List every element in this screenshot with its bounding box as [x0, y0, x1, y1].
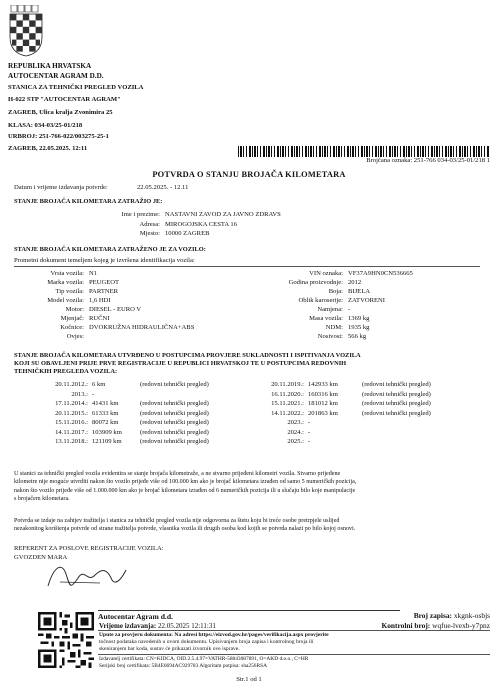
ndm-label: NDM:: [325, 324, 343, 331]
odo-km: 160316 km: [308, 390, 338, 398]
payload-label: Nosivost:: [317, 333, 343, 340]
footer-control-number: [250, 622, 490, 630]
odo-km: 142933 km: [308, 381, 338, 388]
footer-certificate: [99, 656, 308, 669]
footer-doc-number: [250, 612, 490, 620]
vehicle-gearbox: RUČNI: [89, 315, 110, 322]
qr-code-icon: [38, 612, 94, 668]
header-station: STANICA ZA TEHNIČKI PREGLED VOZILA: [8, 84, 144, 91]
odo-km: -: [308, 419, 311, 426]
purpose-label: Namjena:: [317, 306, 343, 313]
footer-verify-line: točnost podataka navedenih u ovom dokumentu. Upisivanjem broja zapisa i kontrolnog broja ili: [99, 639, 314, 645]
vin-label: VIN oznaka:: [309, 270, 343, 277]
odo-note: (redovni tehnički pregled): [140, 381, 209, 388]
vehicle-engine-label: Motor:: [65, 306, 84, 313]
odo-note: (redovni tehnički pregled): [140, 428, 209, 436]
vehicle-model: 1,6 HDI: [89, 297, 111, 304]
year-value: 2012: [348, 279, 362, 286]
odo-note: (redovni tehnički pregled): [140, 419, 209, 426]
odo-km: 201863 km: [308, 409, 338, 417]
vehicle-type: N1: [89, 270, 98, 277]
odometer-heading-3: TEHNIČKIH PREGLEDA VOZILA:: [14, 368, 118, 375]
requester-name: NASTAVNI ZAVOD ZA JAVNO ZDRAVS: [165, 211, 281, 218]
body-value: ZATVORENI: [348, 297, 385, 304]
vehicle-model-type-label: Tip vozila:: [55, 288, 84, 295]
odo-km: -: [92, 390, 95, 398]
year-label: Godina proizvodnje:: [288, 279, 343, 286]
footer-issued-value: 22.05.2025 12:11:31: [157, 622, 216, 630]
document-barcode: [238, 146, 490, 157]
vehicle-model-type: PARTNER: [89, 288, 119, 295]
notice-line: nakon što vozilo prijeđe više od 1.000.000 km ako je brojač kilometara izrađen od 6 numeričkih pozicija ili u slučaju bilo koje manipulacije: [14, 487, 356, 494]
odo-date: 20.11.2012.:: [55, 381, 88, 388]
odo-date: 13.11.2018.:: [55, 438, 88, 445]
odo-km: 121109 km: [92, 438, 122, 445]
odometer-heading-2: KOJI SU OBAVLJENI PRIJE PRVE REGISTRACIJE U REPUBLICI HRVATSKOJ TE U POSTUPCIMA REDOVNIH: [14, 360, 347, 367]
footer-company: Autocentar Agram d.d.: [98, 612, 173, 621]
requester-name-label: Ime i prezime:: [121, 211, 160, 218]
odo-date: 2024.:: [287, 428, 304, 436]
notice-paragraph-2: [14, 517, 355, 534]
signature-icon: [40, 556, 130, 594]
ndm-value: 1935 kg: [348, 324, 370, 331]
footer-doc-label: Broj zapisa:: [413, 611, 452, 620]
odo-date: 2023.:: [287, 419, 304, 426]
header-republic: REPUBLIKA HRVATSKA: [8, 62, 92, 70]
footer-divider: [98, 610, 400, 611]
issued-value: 22.05.2025. - 12.11: [137, 184, 189, 191]
footer-issued: [99, 622, 216, 630]
odo-note: (redovni tehnički pregled): [140, 400, 209, 407]
odo-date: 2025.:: [287, 438, 304, 445]
document-title: POTVRDA O STANJU BROJAČA KILOMETARA: [152, 170, 346, 179]
footer-cert-line: Izdavatelj certifikata: CN=KIDCA, OID.2.5.4.97=VATHR-58843087891, O=AKD d.o.o., C=HR: [99, 656, 309, 662]
notice-line: Potvrda se izdaje na zahtjev tražitelja i stanica za tehnički pregled vozila nije odgovorna za štetu koju bi treće osobe pretrpjele uslijed: [14, 518, 340, 524]
odo-date: 15.11.2016.:: [55, 419, 88, 426]
referent-name: GVOZDEN MARA: [14, 554, 68, 561]
odo-date: 16.11.2020.:: [271, 390, 304, 398]
odo-km: 6 km: [92, 381, 106, 388]
odo-date: 15.11.2021.:: [271, 400, 304, 407]
odo-km: -: [308, 428, 311, 436]
header-company: AUTOCENTAR AGRAM D.D.: [8, 72, 104, 80]
color-value: BIJELA: [348, 288, 370, 295]
notice-paragraph-1: [14, 470, 356, 504]
odo-km: 181012 km: [308, 400, 338, 407]
vehicle-suspension-label: Ovjes:: [66, 333, 84, 340]
footer-ctrl-label: Kontrolni broj:: [381, 621, 431, 630]
header-klasa: KLASA: 034-03/25-01/218: [8, 122, 83, 129]
odo-date: 14.11.2022.:: [271, 409, 304, 417]
body-label: Oblik karoserije:: [298, 297, 343, 304]
footer-verify-line: Upute za provjeru dokumenta: Na adresi https://eizvod.gov.hr/pages/verifikacija.aspx provjerite: [99, 632, 329, 638]
requester-city: 10000 ZAGREB: [165, 230, 210, 237]
vehicle-engine: DIESEL - EURO V: [89, 306, 142, 313]
page-number: Str.1 od 1: [236, 676, 262, 683]
vehicle-intro: Prometni dokument temeljem kojeg je izvršena identifikacija vozila:: [14, 257, 195, 264]
vehicle-brakes-label: Kočnice:: [60, 324, 84, 331]
vehicle-heading: STANJE BROJAČA KILOMETARA ZATRAŽENO JE ZA VOZILO:: [14, 246, 206, 253]
footer-verification: [99, 632, 329, 653]
footer-ctrl-value: wqfue-lvexb-y7pnz: [432, 621, 490, 630]
odo-note: (redovni tehnički pregled): [140, 409, 209, 417]
odo-date: 17.11.2014.:: [55, 400, 88, 407]
mass-label: Masa vozila:: [309, 315, 343, 322]
odo-km: 80072 km: [92, 419, 119, 426]
requester-address: MIROGOJSKA CESTA 16: [165, 221, 238, 228]
notice-line: U stanici za tehnički pregled vozila evidentira se stanje brojača kilometraže, a ne stvarno prijeđeni kilometri vozila. Stvarno prijeđene: [14, 471, 341, 477]
odo-date: 20.11.2019.:: [271, 381, 304, 388]
odo-km: 41431 km: [92, 400, 119, 407]
barcode-caption: Brojčana oznaka: 251-766 034-03/25-01/218 1: [366, 157, 490, 164]
requester-heading: STANJE BROJAČA KILOMETARA ZATRAŽIO JE:: [14, 198, 163, 205]
requester-address-label: Adresa:: [139, 221, 160, 228]
odo-km: -: [308, 438, 311, 445]
header-date: ZAGREB, 22.05.2025. 12:11: [8, 145, 88, 152]
header-station-code: H-022 STP "AUTOCENTAR AGRAM": [8, 96, 121, 103]
croatian-coat-of-arms-icon: [8, 5, 44, 57]
odo-date: 14.11.2017.:: [55, 428, 88, 436]
mass-value: 1369 kg: [348, 315, 370, 322]
vehicle-make: PEUGEOT: [89, 279, 120, 286]
footer-cert-line: Serijski broj certifikata: 5B4E6694AC929783 Algoritam potpisa: sha256RSA: [99, 662, 267, 669]
issued-label: Datum i vrijeme izdavanja potvrde:: [14, 184, 108, 191]
odo-note: (redovni tehnički pregled): [362, 381, 431, 388]
notice-line: nezakonitog korištenja potvrde od strane tražitelja potvrde, vlasnika vozila ili drugih osoba kod kojih se potvrda nalazi po bilo kojoj osnovi.: [14, 526, 356, 533]
odo-date: 20.11.2015.:: [55, 409, 88, 417]
notice-line: s brojačem kilometara.: [14, 496, 70, 503]
vehicle-type-label: Vrsta vozila:: [50, 270, 84, 277]
vehicle-make-label: Marka vozila:: [47, 279, 84, 286]
color-label: Boja:: [328, 288, 343, 295]
payload-value: 566 kg: [348, 333, 367, 340]
odo-note: (redovni tehnički pregled): [362, 400, 431, 407]
odo-note: (redovni tehnički pregled): [362, 390, 431, 398]
notice-line: kilometre nije moguće utvrditi nakon što vozilo prijeđe više od 100.000 km ako je brojač kilometara izrađen od samo 5 numeričkih pozicija,: [14, 479, 357, 486]
odo-km: 103909 km: [92, 428, 122, 436]
vehicle-gearbox-label: Mjenjač:: [60, 315, 84, 322]
odo-date: 2013.:: [71, 390, 88, 398]
odo-note: (redovni tehnički pregled): [362, 409, 431, 417]
footer-issued-label: Vrijeme izdavanja:: [99, 622, 157, 630]
requester-city-label: Mjesto:: [139, 230, 160, 237]
header-address: ZAGREB, Ulica kralja Zvonimira 25: [8, 109, 113, 116]
vehicle-brakes: DVOKRUŽNA HIDRAULIČNA+ABS: [89, 324, 195, 331]
footer-verify-line: skeniranjem bar koda, sustav će prikazati izvornik ove isprave.: [99, 646, 240, 652]
odo-note: (redovni tehnički pregled): [140, 438, 209, 445]
odo-km: 61333 km: [92, 409, 119, 417]
footer-doc-value: xkgnk-osbjs: [453, 611, 490, 620]
purpose-value: -: [348, 306, 351, 313]
vehicle-model-label: Model vozila:: [47, 297, 84, 304]
header-urbroj: URBROJ: 251-766-022/003275-25-1: [8, 133, 109, 140]
vin-value: VF37A9HN0CN536665: [348, 270, 413, 277]
referent-label: REFERENT ZA POSLOVE REGISTRACIJE VOZILA:: [14, 545, 164, 552]
odometer-heading-1: STANJE BROJAČA KILOMETARA UTVRĐENO U POSTUPCIMA PROVJERE SUKLADNOSTI I ISPITIVANJA VOZILA: [14, 352, 361, 359]
